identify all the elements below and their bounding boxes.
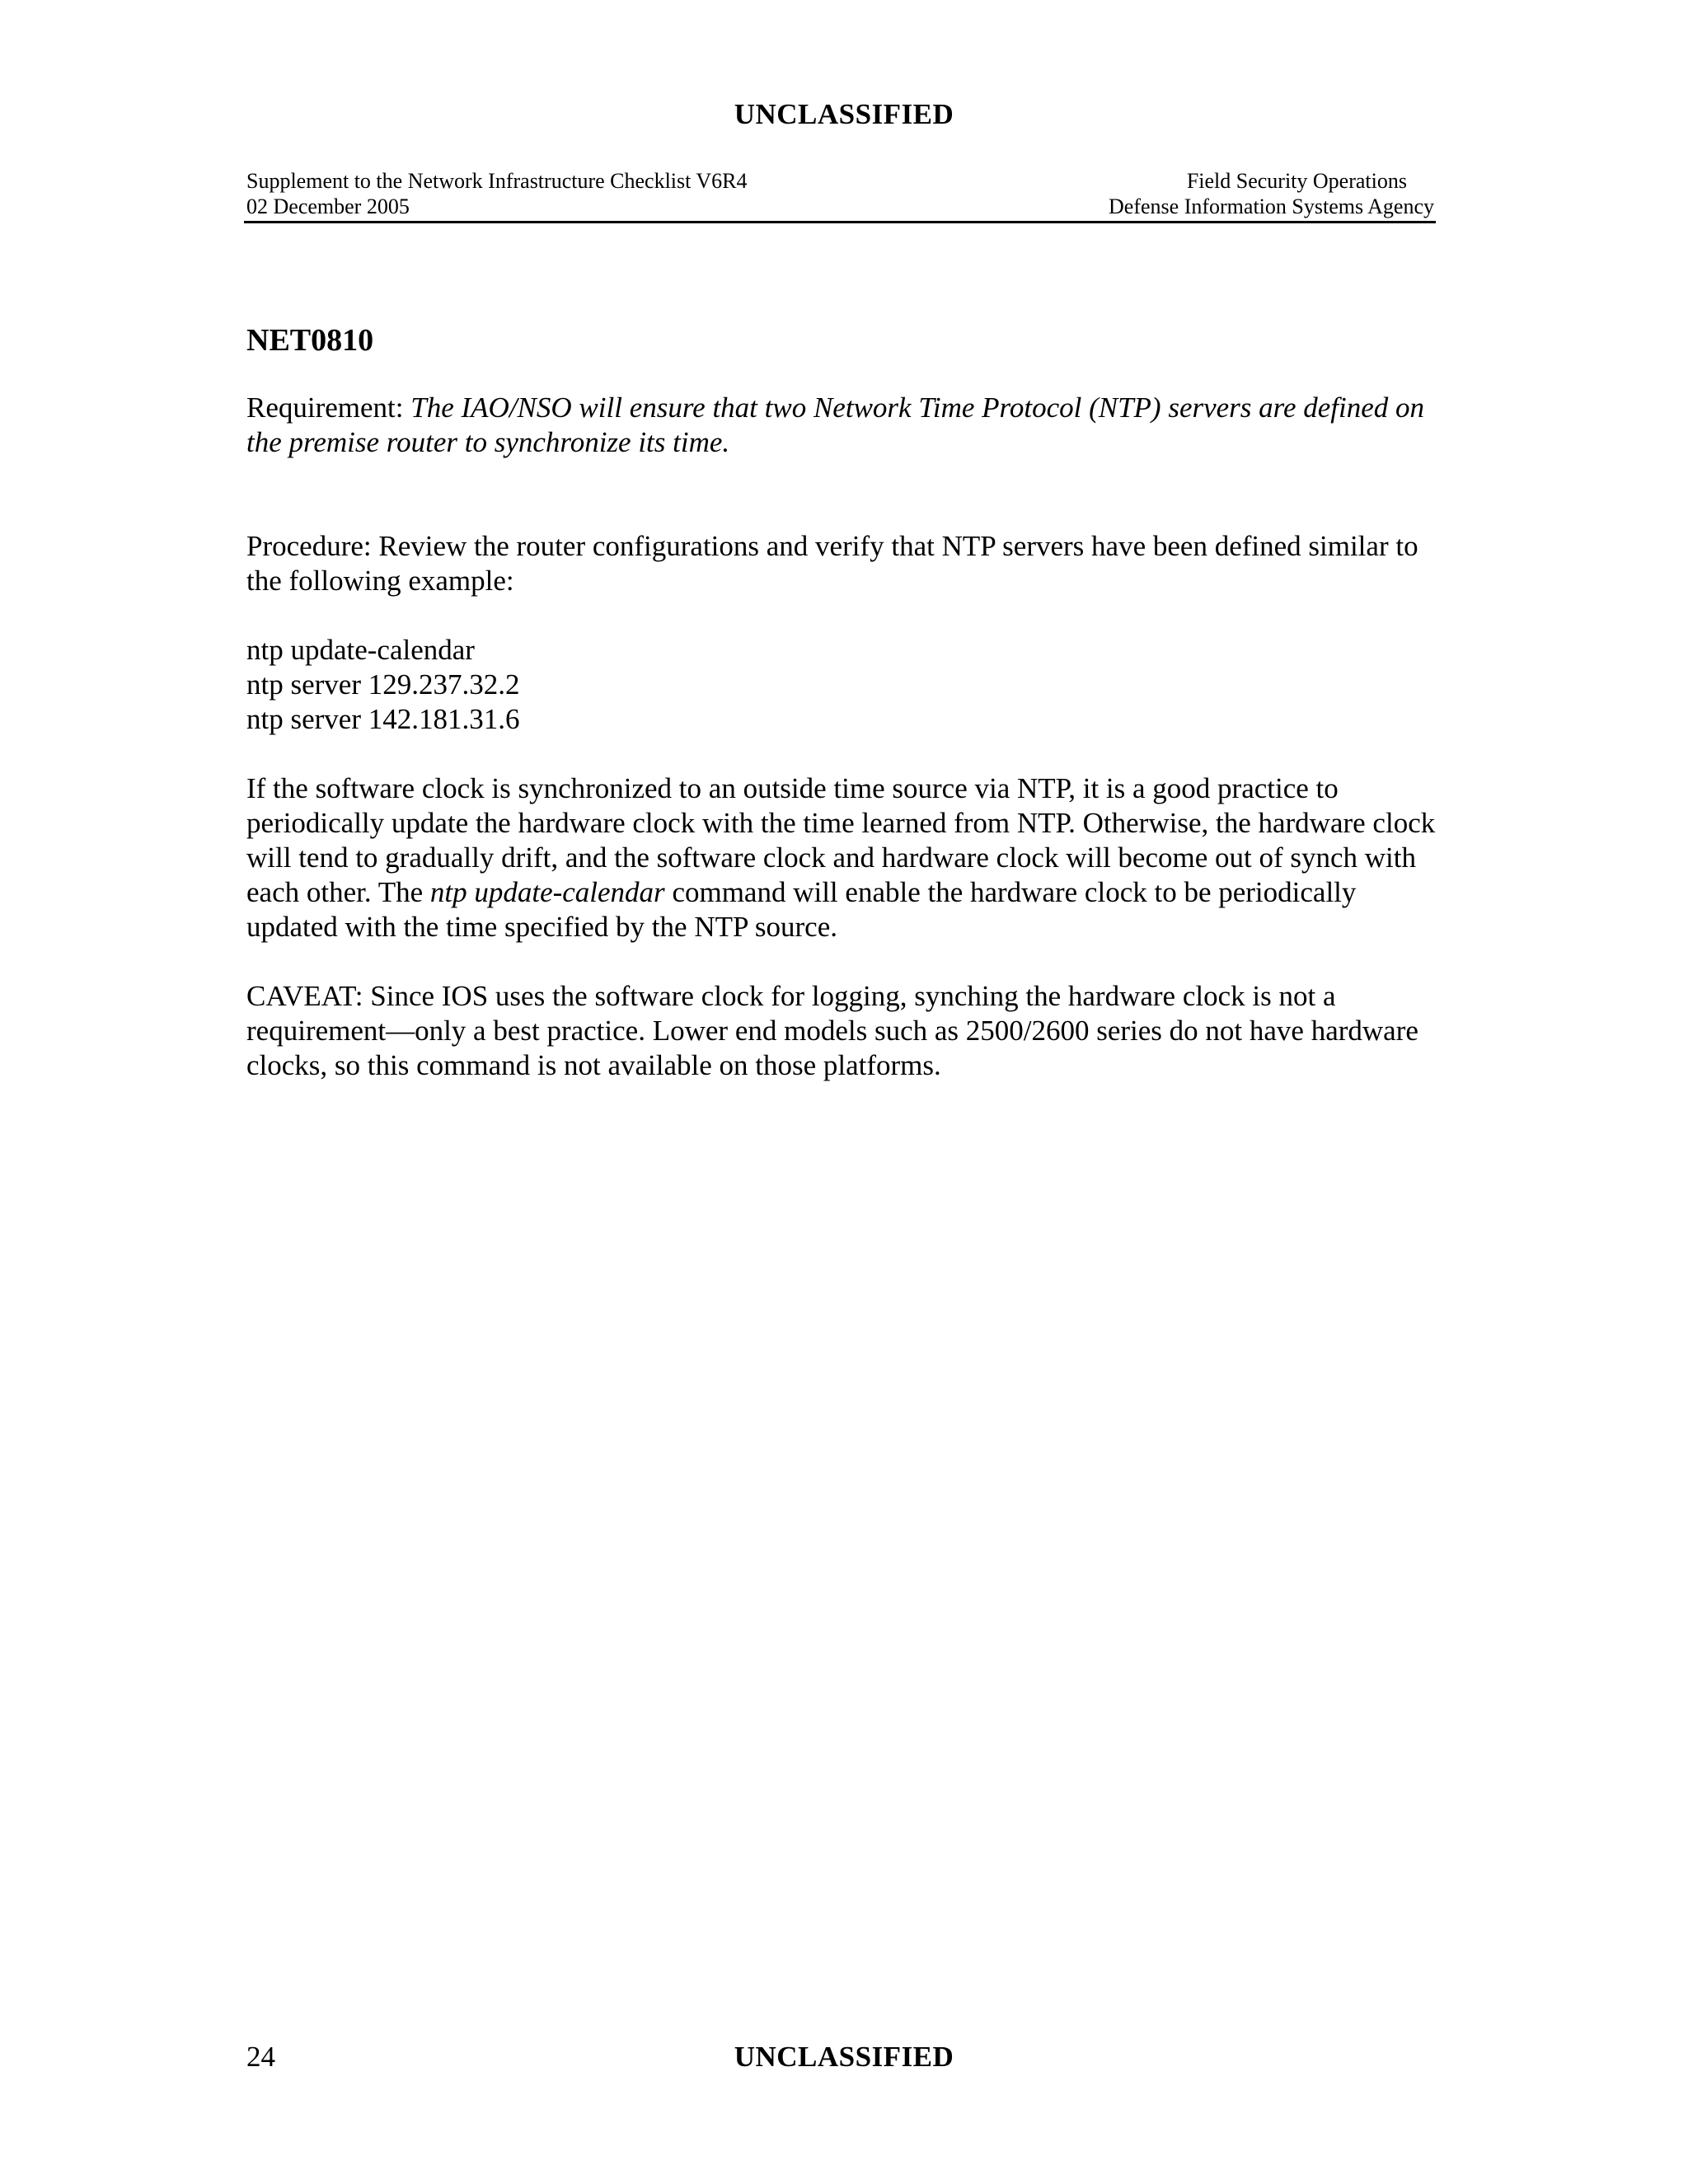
page-footer bbox=[0, 2041, 1688, 2075]
header-agency: Defense Information Systems Agency bbox=[1109, 194, 1434, 218]
caveat-paragraph: CAVEAT: Since IOS uses the software clock for logging, synching the hardware clock is not a requirement—only a best practice. Lower end models such as 2500/2600 series do not have hardware clocks, so this command is not available on those platforms. bbox=[246, 980, 1418, 1081]
running-header bbox=[246, 168, 1434, 219]
header-row-1 bbox=[246, 168, 1434, 194]
requirement-text: The IAO/NSO will ensure that two Network Time Protocol (NTP) servers are defined on the premise router to synchronize its time. bbox=[246, 391, 1425, 458]
requirement-label: Requirement: bbox=[246, 391, 411, 424]
explanation-text-2: command will enable the hardware clock to be periodically updated with the time specified by the NTP source. bbox=[246, 876, 1357, 943]
header-divider bbox=[244, 221, 1436, 223]
bottom-classification-banner: UNCLASSIFIED bbox=[734, 2041, 954, 2073]
header-row-2 bbox=[246, 194, 1434, 219]
config-line: ntp update-calendar bbox=[246, 634, 475, 666]
config-line: ntp server 129.237.32.2 bbox=[246, 668, 520, 701]
header-document-title: Supplement to the Network Infrastructure Checklist V6R4 bbox=[246, 169, 748, 193]
section-heading: NET0810 bbox=[246, 323, 374, 358]
explanation-paragraph bbox=[246, 771, 1450, 944]
requirement-paragraph bbox=[246, 391, 1450, 460]
header-organization: Field Security Operations bbox=[1186, 169, 1407, 193]
procedure-paragraph: Procedure: Review the router configurations and verify that NTP servers have been defined similar to the following example: bbox=[246, 530, 1418, 597]
config-example bbox=[246, 633, 1450, 737]
explanation-text-1: If the software clock is synchronized to an outside time source via NTP, it is a good practice to periodically update the hardware clock with the time learned from NTP. Otherwise, the hardware clock will tend to gradually drift, and the software clock and hardware clock will become out of synch with each other. The bbox=[246, 772, 1436, 908]
top-classification-banner: UNCLASSIFIED bbox=[734, 98, 954, 130]
config-line: ntp server 142.181.31.6 bbox=[246, 703, 520, 735]
header-date: 02 December 2005 bbox=[246, 194, 410, 218]
explanation-command: ntp update-calendar bbox=[429, 876, 665, 908]
page-number: 24 bbox=[246, 2041, 275, 2073]
page-content bbox=[246, 323, 1450, 1083]
